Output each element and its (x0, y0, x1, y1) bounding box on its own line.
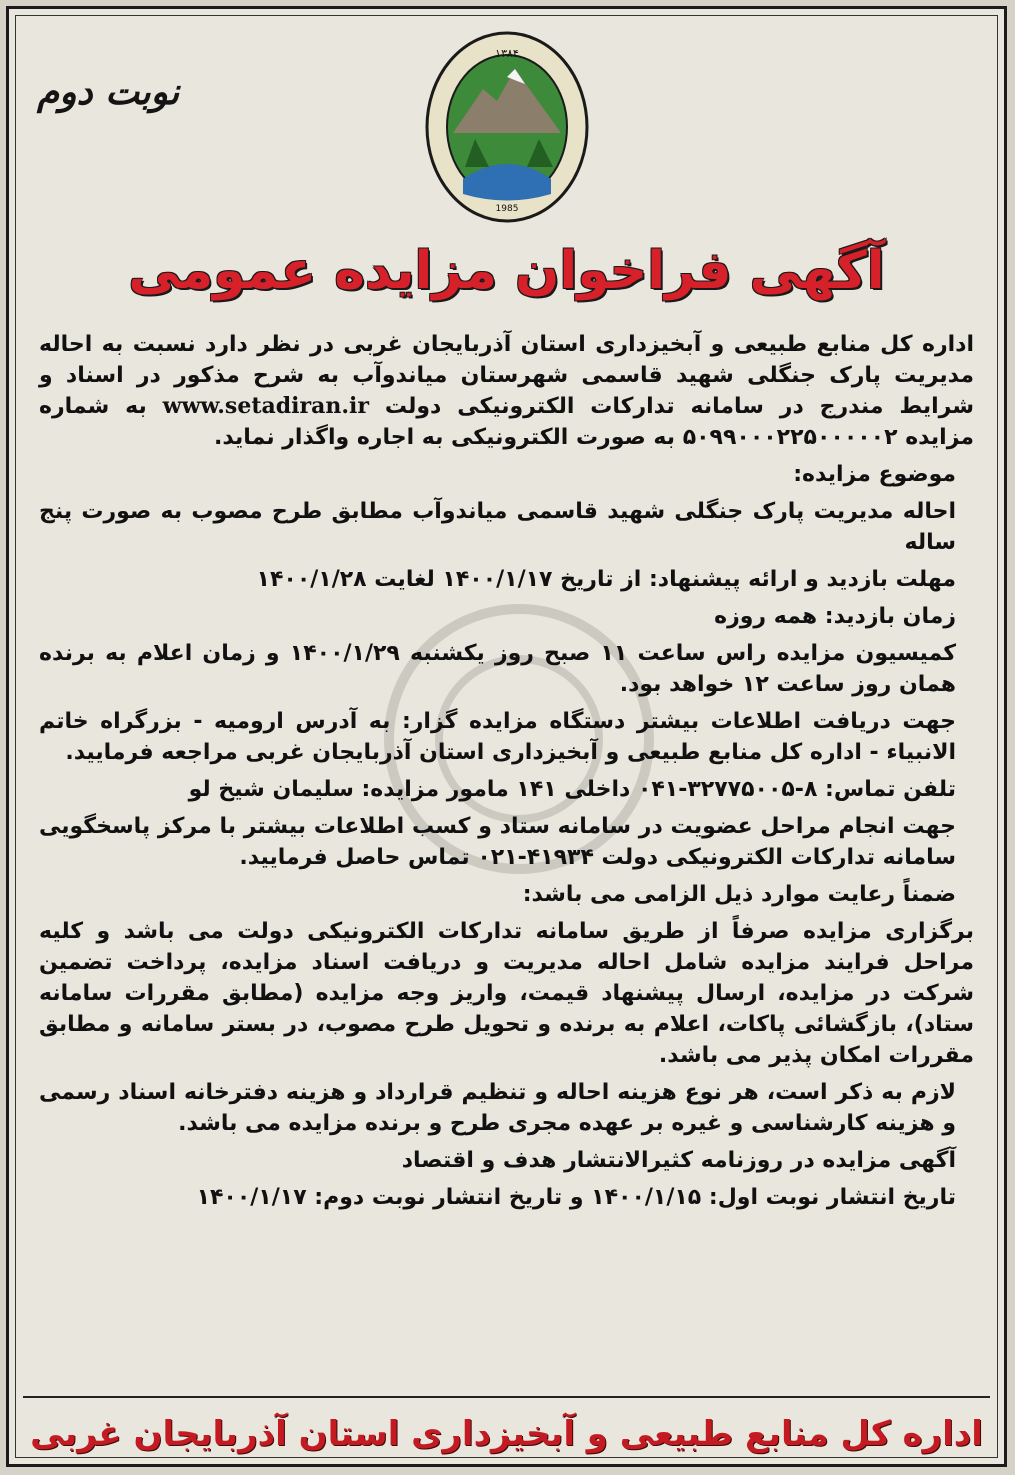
seal-year-top: ۱۳۸۴ (495, 47, 519, 60)
seal-year-bottom: 1985 (495, 204, 519, 214)
round-label: نوبت دوم (37, 71, 180, 113)
notice-sheet (6, 6, 1007, 1467)
requirements-heading: ضمناً رعایت موارد ذیل الزامی می باشد: (522, 882, 956, 907)
intro-tail: به شماره مزایده ۵۰۹۹۰۰۰۲۲۵۰۰۰۰۰۲ به صورت الکترونیکی به اجاره واگذار نماید. (39, 394, 974, 450)
subject-text: احاله مدیریت پارک جنگلی شهید قاسمی میاندوآب مطابق طرح مصوب به صورت پنج ساله (39, 499, 956, 555)
organization-seal-logo (423, 29, 591, 225)
registration-text: جهت انجام مراحل عضویت در سامانه ستاد و کسب اطلاعات بیشتر با مرکز پاسخگویی سامانه تدارکات الکترونیکی دولت ۴۱۹۳۴-۰۲۱ تماس حاصل فرمایید. (39, 814, 956, 870)
commission-text: کمیسیون مزایده راس ساعت ۱۱ صبح روز یکشنبه ۱۴۰۰/۱/۲۹ و زمان اعلام به برنده همان روز ساعت ۱۲ خواهد بود. (39, 641, 957, 697)
address-text: جهت دریافت اطلاعات بیشتر دستگاه مزایده گزار: به آدرس ارومیه - بزرگراه خاتم الانبیاء - اداره کل منابع طبیعی و آبخیزداری استان آذربایجان غربی مراجعه فرمایید. (39, 709, 956, 765)
deadline-text: مهلت بازدید و ارائه پیشنهاد: از تاریخ ۱۴۰۰/۱/۱۷ لغایت ۱۴۰۰/۱/۲۸ (256, 567, 956, 592)
setad-url-link[interactable]: www.setadiran.ir (162, 393, 369, 419)
newspaper-text: آگهی مزایده در روزنامه کثیرالانتشار هدف و اقتصاد (401, 1148, 956, 1173)
phone-text: تلفن تماس: ۸-۳۲۷۷۵۰۰۵-۰۴۱ داخلی ۱۴۱ مامور مزایده: سلیمان شیخ لو (188, 777, 956, 802)
subject-heading: موضوع مزایده: (793, 462, 956, 487)
notice-body (39, 329, 974, 1219)
footer-divider (23, 1396, 990, 1398)
requirements-text: برگزاری مزایده صرفاً از طریق سامانه تدارکات الکترونیکی دولت می باشد و کلیه مراحل فرایند مزایده شامل احاله مدیریت و دریافت اسناد مزایده، پرداخت تضمین شرکت در مزایده، ارسال پیشنهاد قیمت، واریز وجه مزایده (مطابق مقررات سامانه ستاد)، بازگشائی پاکات، اعلام به برنده و تحویل طرح مصوب، در بستر سامانه و مطابق مقررات امکان پذیر می باشد. (39, 919, 974, 1068)
publication-dates-text: تاریخ انتشار نوبت اول: ۱۴۰۰/۱/۱۵ و تاریخ انتشار نوبت دوم: ۱۴۰۰/۱/۱۷ (196, 1185, 956, 1210)
notice-title: آگهی فراخوان مزایده عمومی (128, 241, 885, 301)
costs-text: لازم به ذکر است، هر نوع هزینه احاله و تنظیم قرارداد و هزینه دفترخانه اسناد رسمی و هزینه کارشناسی و غیره بر عهده مجری طرح و برنده مزایده می باشد. (39, 1080, 956, 1136)
footer-organization: اداره کل منابع طبیعی و آبخیزداری استان آذربایجان غربی (30, 1414, 983, 1454)
visit-time-text: زمان بازدید: همه روزه (714, 604, 956, 629)
intro-paragraph (39, 329, 974, 453)
intro-text: اداره کل منابع طبیعی و آبخیزداری استان آذربایجان غربی در نظر دارد نسبت به احاله مدیریت پارک جنگلی شهید قاسمی شهرستان میاندوآب به شرح مذکور در اسناد و شرایط مندرج در سامانه تدارکات الکترونیکی دولت (39, 332, 974, 419)
